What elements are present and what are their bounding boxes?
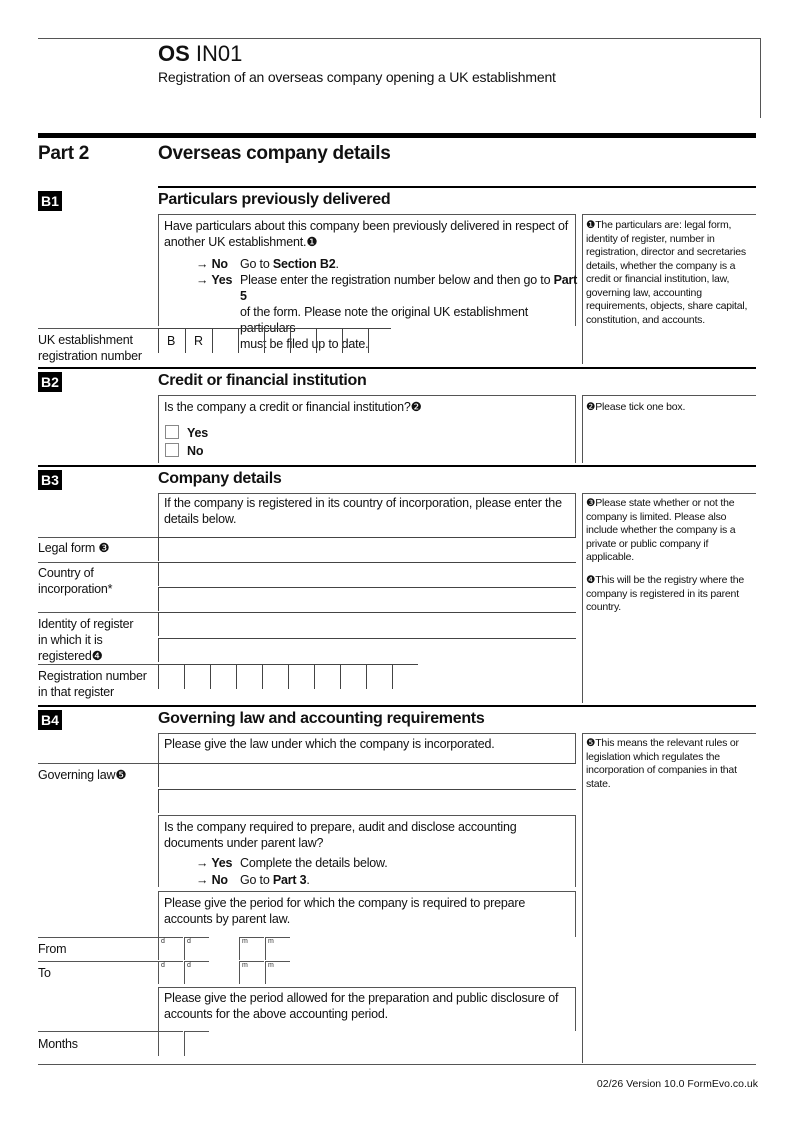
form-code-rest: IN01 [195,41,243,66]
governing-law-label: Governing law❺ [38,768,127,782]
to-month-1[interactable]: m [239,961,264,984]
section-title-b2: Credit or financial institution [158,372,367,389]
b1-no-option: → No [196,257,228,271]
top-rule [38,38,760,39]
checkbox-yes-label: Yes [187,426,208,440]
section-badge-b4: B4 [38,710,62,730]
checkbox-no-label: No [187,444,204,458]
form-code [158,40,242,68]
identity-of-register-label: Identity of register in which it is registered❹ [38,617,134,663]
uk-reg-digit-4[interactable] [290,328,316,353]
regno-digit-9[interactable] [366,664,392,689]
form-subtitle: Registration of an overseas company opening a UK establishment [158,69,556,85]
from-month-2[interactable]: m [265,937,290,960]
uk-reg-digit-6[interactable] [342,328,368,353]
country-of-incorporation-label: Country of incorporation* [38,566,113,596]
note-b1: ❶The particulars are: legal form, identity of register, number in registration, director and secretaries details, whether the company is a credit or financial institution, law, governing law, accounting requirements, objects, share capital, constitution, and accounts. [586,219,748,326]
note-marker-1: ❶ [306,235,318,249]
section-badge-b1: B1 [38,191,62,211]
governing-law-input-1[interactable] [158,763,576,787]
section-badge-b2: B2 [38,372,62,392]
section-title-b4: Governing law and accounting requirements [158,710,485,727]
b4-rule [38,705,756,707]
b3-intro: If the company is registered in its country of incorporation, please enter the details below. [164,496,562,526]
registration-number-label: Registration number in that register [38,669,147,699]
country-input-line-2[interactable] [158,587,576,611]
b1-question: Have particulars about this company been previously delivered in respect of another UK establishment.❶ [164,219,568,249]
regno-digit-2[interactable] [184,664,210,689]
country-input-line-1[interactable] [158,562,576,586]
legal-form-label: Legal form ❸ [38,541,110,555]
note-b2: ❷Please tick one box. [586,401,686,413]
section-title-b1: Particulars previously delivered [158,191,391,208]
section-title-b3: Company details [158,470,282,487]
identity-input-line-2[interactable] [158,638,576,662]
b1-yes-option: → Yes [196,273,233,287]
right-rule [760,38,761,118]
months-digit-2[interactable] [184,1031,209,1056]
regno-digit-3[interactable] [210,664,236,689]
b4-yes-option: → Yes [196,856,233,870]
regno-digit-10[interactable] [392,664,418,689]
b4-no-option: → No [196,873,228,887]
b4-disclosure-question: Please give the period allowed for the preparation and public disclosure of accounts for the above accounting period. [164,991,559,1021]
part-title: Overseas company details [158,143,391,164]
bottom-rule [38,1064,756,1065]
b2-question: Is the company a credit or financial institution?❷ [164,400,422,414]
note-marker-5: ❺ [115,768,127,782]
to-day-1[interactable]: d [158,961,183,984]
note-marker-2: ❷ [410,400,422,414]
months-digit-1[interactable] [158,1031,183,1056]
from-day-1[interactable]: d [158,937,183,960]
from-day-2[interactable]: d [184,937,209,960]
uk-reg-digit-3[interactable] [264,328,290,353]
note-b3-registry: ❹This will be the registry where the company is registered in its parent country. [586,574,745,613]
b4-yes-text: Complete the details below. [240,856,388,870]
to-day-2[interactable]: d [184,961,209,984]
b3-rule [38,465,756,467]
b4-period-question: Please give the period for which the company is required to prepare accounts by parent law. [164,896,526,926]
checkbox-no[interactable] [165,443,179,457]
regno-digit-1[interactable] [158,664,184,689]
uk-reg-digit-1[interactable] [212,328,238,353]
part-label: Part 2 [38,143,90,164]
regno-digit-6[interactable] [288,664,314,689]
uk-reg-digit-5[interactable] [316,328,342,353]
b2-rule [38,367,756,369]
governing-law-input-2[interactable] [158,789,576,813]
from-month-1[interactable]: m [239,937,264,960]
form-code-bold: OS [158,41,190,66]
part-rule [38,133,756,138]
footer-version: 02/26 Version 10.0 FormEvo.co.uk [596,1078,758,1090]
b1-yes-text: Please enter the registration number below and then go to Part 5 of the form. Please note the original UK establishment particulars must be filed up to date. [240,273,578,351]
note-b4: ❺This means the relevant rules or legislation which regulates the incorporation of companies in that state. [586,737,739,790]
checkbox-yes[interactable] [165,425,179,439]
note-marker-3: ❸ [98,541,110,555]
uk-reg-digit-7[interactable] [368,328,391,353]
note-b3-legal-form: ❸Please state whether or not the company is limited. Please also include whether the company is a private or public company if applicable. [586,497,736,563]
regno-digit-5[interactable] [262,664,288,689]
reg-cell-prefix-r: R [185,328,212,353]
legal-form-input[interactable] [158,537,576,561]
uk-establishment-label: UK establishment registration number [38,333,142,363]
uk-reg-digit-2[interactable] [238,328,264,353]
b4-no-text: Go to Part 3. [240,873,310,887]
note-marker-4: ❹ [91,649,103,663]
regno-digit-7[interactable] [314,664,340,689]
regno-digit-8[interactable] [340,664,366,689]
b1-rule [158,186,756,188]
regno-digit-4[interactable] [236,664,262,689]
b4-intro: Please give the law under which the company is incorporated. [164,737,495,751]
to-label: To [38,966,51,980]
to-month-2[interactable]: m [265,961,290,984]
from-label: From [38,942,67,956]
b4-accounting-question: Is the company required to prepare, audit and disclose accounting documents under parent law? [164,820,517,850]
section-badge-b3: B3 [38,470,62,490]
reg-cell-prefix-b: B [158,328,185,353]
months-label: Months [38,1037,78,1051]
identity-input-line-1[interactable] [158,612,576,636]
b1-no-text: Go to Section B2. [240,257,339,271]
